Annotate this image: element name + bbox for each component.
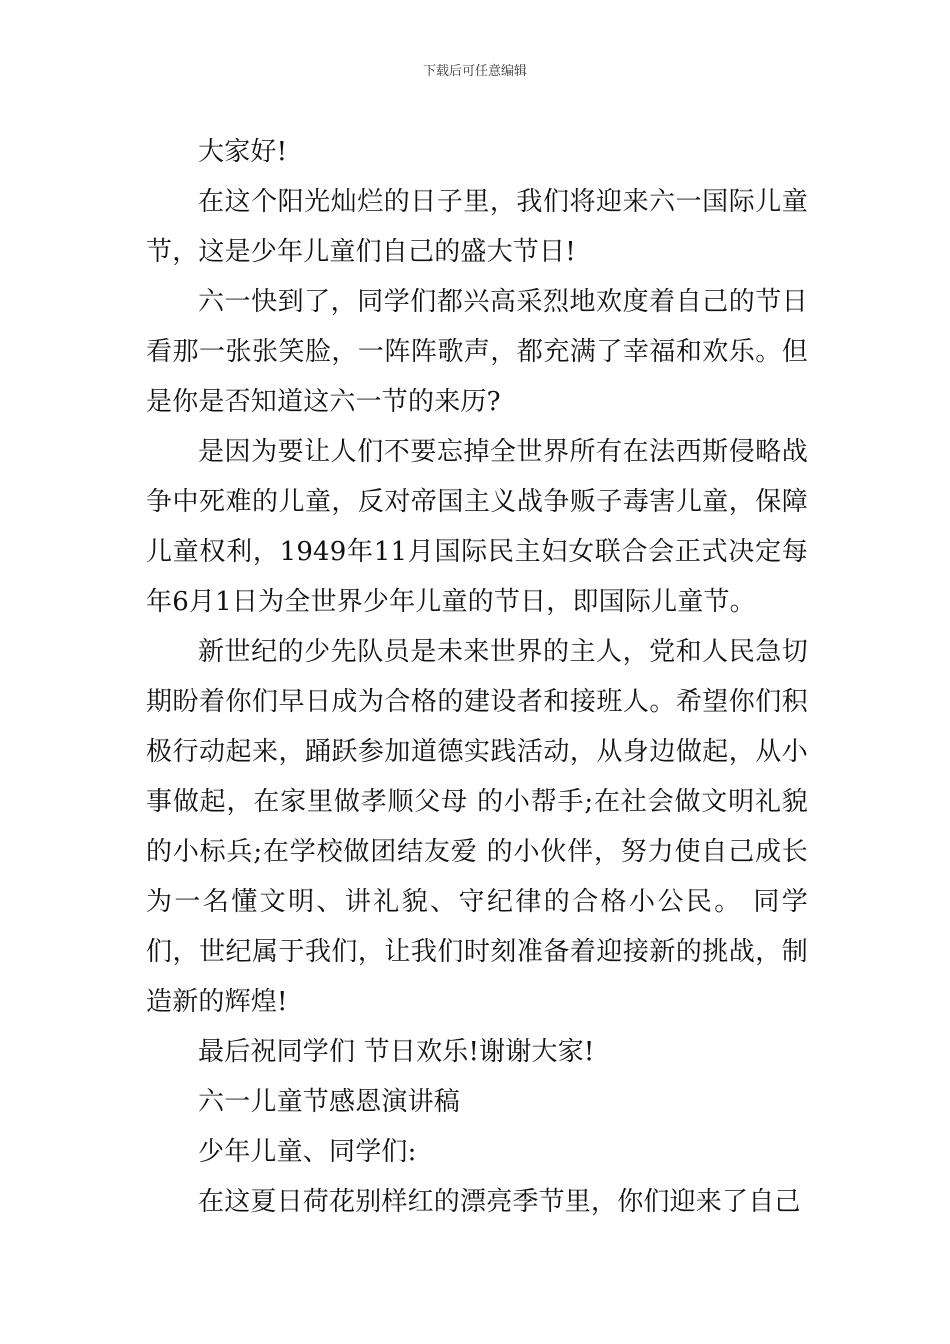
paragraph-closing: 最后祝同学们 节日欢乐!谢谢大家! [198, 1037, 595, 1067]
paragraph-expectation: 新世纪的少先队员是未来世界的主人，党和人民急切期盼着你们早日成为合格的建设者和接班人。希望你们积极行动起来，踊跃参加道德实践活动，从身边做起，从小事做起，在家里做孝顺父母 的小帮手;在社会做文明礼貌的小标兵;在学校做团结友爱 的小伙伴，努力使自己成长为一名懂文明、讲礼貌、守纪律的合格小公民。 同学们，世纪属于我们，让我们时刻准备着迎接新的挑战，制造新的辉煌! [146, 637, 808, 1017]
paragraph-history: 是因为要让人们不要忘掉全世界所有在法西斯侵略战争中死难的儿童，反对帝国主义战争贩子毒害儿童，保障儿童权利，1949年11月国际民主妇女联合会正式决定每年6月1日为全世界少年儿童的节日，即国际儿童节。 [146, 437, 808, 617]
document-body [146, 127, 808, 1227]
paragraph-intro: 在这个阳光灿烂的日子里，我们将迎来六一国际儿童节，这是少年儿童们自己的盛大节日! [146, 187, 808, 267]
paragraph-opening: 在这夏日荷花别样红的漂亮季节里，你们迎来了自己 [198, 1187, 801, 1217]
paragraph-greeting: 大家好! [198, 137, 288, 167]
paragraph-origin-question: 六一快到了，同学们都兴高采烈地欢度着自己的节日看那一张张笑脸，一阵阵歌声，都充满了幸福和欢乐。但是你是否知道这六一节的来历? [146, 287, 808, 417]
section-title: 六一儿童节感恩演讲稿 [198, 1087, 461, 1117]
paragraph-salutation: 少年儿童、同学们: [198, 1137, 417, 1167]
page-header: 下载后可任意编辑 [422, 64, 527, 79]
